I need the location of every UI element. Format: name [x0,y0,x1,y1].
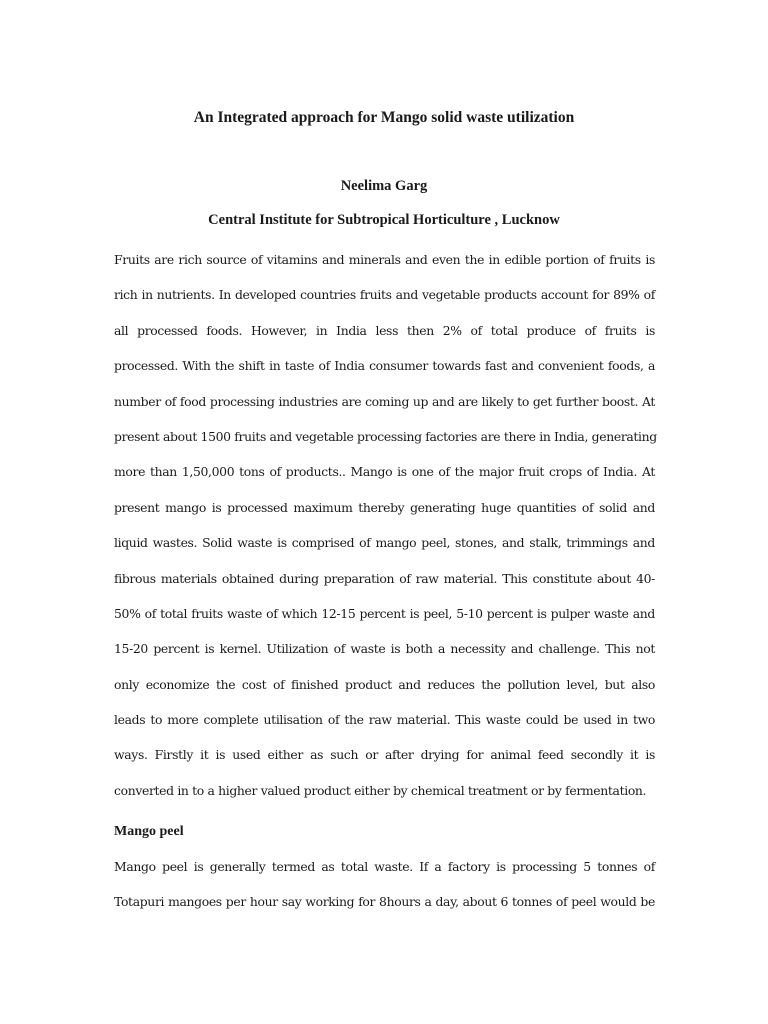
paragraph-line: converted in to a higher valued product either by chemical treatment or by fermentation. [114,782,647,798]
paragraph-line: Fruits are rich source of vitamins and minerals and even the in edible portion of fruits is [114,252,655,267]
section-heading-mango-peel: Mango peel [114,824,184,839]
paragraph-line: liquid wastes. Solid waste is comprised of mango peel, stones, and stalk, trimmings and [114,535,655,551]
paragraph-line: present about 1500 fruits and vegetable processing factories are there in India, generating [114,428,657,444]
paragraph-line: 50% of total fruits waste of which 12-15 percent is peel, 5-10 percent is pulper waste and [114,605,655,621]
paragraph-line: processed. With the shift in taste of India consumer towards fast and convenient foods, a [114,358,655,374]
paragraph-line: Mango peel is generally termed as total waste. If a factory is processing 5 tonnes of [114,859,655,874]
author-name: Neelima Garg [340,178,428,194]
paragraph-line: more than 1,50,000 tons of products.. Mango is one of the major fruit crops of India. At [114,464,655,480]
paragraph-line: fibrous materials obtained during preparation of raw material. This constitute about 40- [114,570,655,586]
paragraph-line: all processed foods. However, in India less then 2% of total produce of fruits is [114,322,655,338]
paragraph-mango-peel [114,857,655,928]
document-title: An Integrated approach for Mango solid waste utilization [193,109,575,126]
paragraph-intro [114,250,655,816]
paragraph-line: 15-20 percent is kernel. Utilization of waste is both a necessity and challenge. This not [114,641,655,657]
paragraph-line: present mango is processed maximum thereby generating huge quantities of solid and [114,499,655,515]
paragraph-line: only economize the cost of finished product and reduces the pollution level, but also [114,676,655,692]
author-affiliation: Central Institute for Subtropical Horticulture , Lucknow [208,212,560,228]
paragraph-line: number of food processing industries are coming up and are likely to get further boost. At [114,393,655,409]
paragraph-line: leads to more complete utilisation of the raw material. This waste could be used in two [114,712,655,728]
paragraph-line: Totapuri mangoes per hour say working for 8hours a day, about 6 tonnes of peel would be [114,894,655,910]
paragraph-line: rich in nutrients. In developed countries fruits and vegetable products account for 89% of [114,287,655,303]
paragraph-line: ways. Firstly it is used either as such or after drying for animal feed secondly it is [114,747,655,763]
